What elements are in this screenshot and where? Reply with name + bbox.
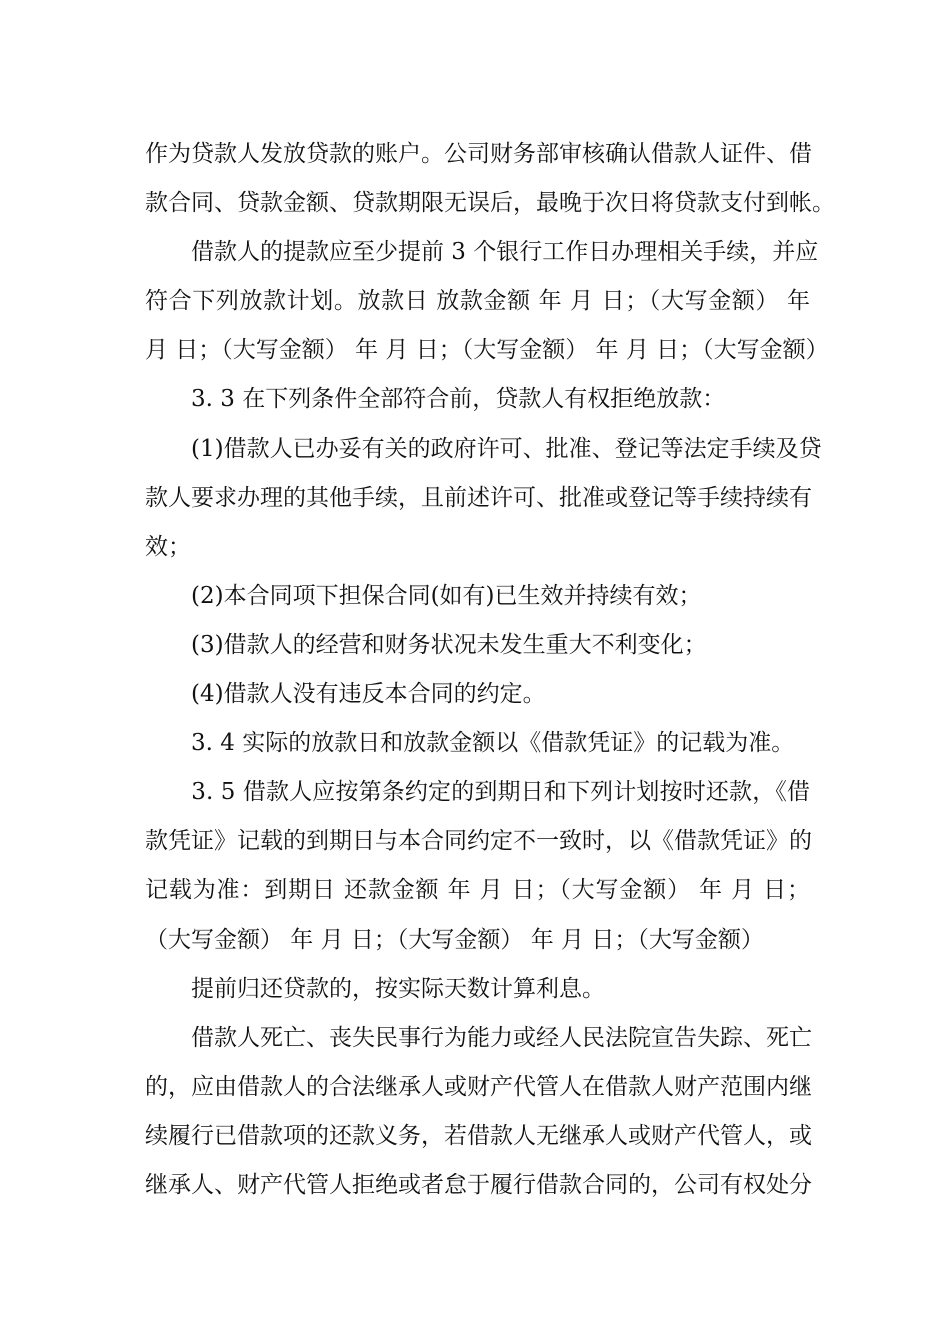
text-line: 月 日；（大写金额） 年 月 日；（大写金额） 年 月 日；（大写金额） (145, 337, 829, 364)
text-line: 续履行已借款项的还款义务，若借款人无继承人或财产代管人，或 (145, 1122, 812, 1149)
text-line: 借款人死亡、丧失民事行为能力或经人民法院宣告失踪、死亡 (145, 1024, 812, 1051)
text-line: 款凭证》记载的到期日与本合同约定不一致时，以《借款凭证》的 (145, 828, 812, 855)
text-line: 款人要求办理的其他手续，且前述许可、批准或登记等手续持续有 (145, 484, 812, 511)
text-line: 作为贷款人发放贷款的账户。公司财务部审核确认借款人证件、借 (145, 141, 812, 167)
text-line: 符合下列放款计划。放款日 放款金额 年 月 日；（大写金额） 年 (145, 288, 810, 315)
text-line: (2)本合同项下担保合同(如有)已生效并持续有效； (145, 582, 702, 609)
text-line: 3. 4 实际的放款日和放款金额以《借款凭证》的记载为准。 (145, 730, 795, 757)
text-line: (3)借款人的经营和财务状况未发生重大不利变化； (145, 631, 707, 658)
text-line: 3. 3 在下列条件全部符合前，贷款人有权拒绝放款： (145, 386, 726, 413)
text-line: (4)借款人没有违反本合同的约定。 (145, 681, 546, 708)
text-line: 记载为准：到期日 还款金额 年 月 日；（大写金额） 年 月 日； (145, 877, 810, 904)
text-line: 继承人、财产代管人拒绝或者怠于履行借款合同的，公司有权处分 (145, 1171, 812, 1198)
text-line: 提前归还贷款的，按实际天数计算利息。 (145, 975, 605, 1002)
text-line: (1)借款人已办妥有关的政府许可、批准、登记等法定手续及贷 (145, 435, 822, 462)
text-line: 借款人的提款应至少提前 3 个银行工作日办理相关手续，并应 (145, 239, 819, 266)
text-line: 款合同、贷款金额、贷款期限无误后，最晚于次日将贷款支付到帐。 (145, 190, 835, 217)
document-body (145, 130, 835, 1210)
text-line: 效； (145, 533, 191, 560)
text-line: （大写金额） 年 月 日；（大写金额） 年 月 日；（大写金额） (145, 926, 764, 953)
text-line: 的，应由借款人的合法继承人或财产代管人在借款人财产范围内继 (145, 1073, 812, 1100)
text-line: 3. 5 借款人应按第条约定的到期日和下列计划按时还款，《借 (145, 779, 810, 806)
